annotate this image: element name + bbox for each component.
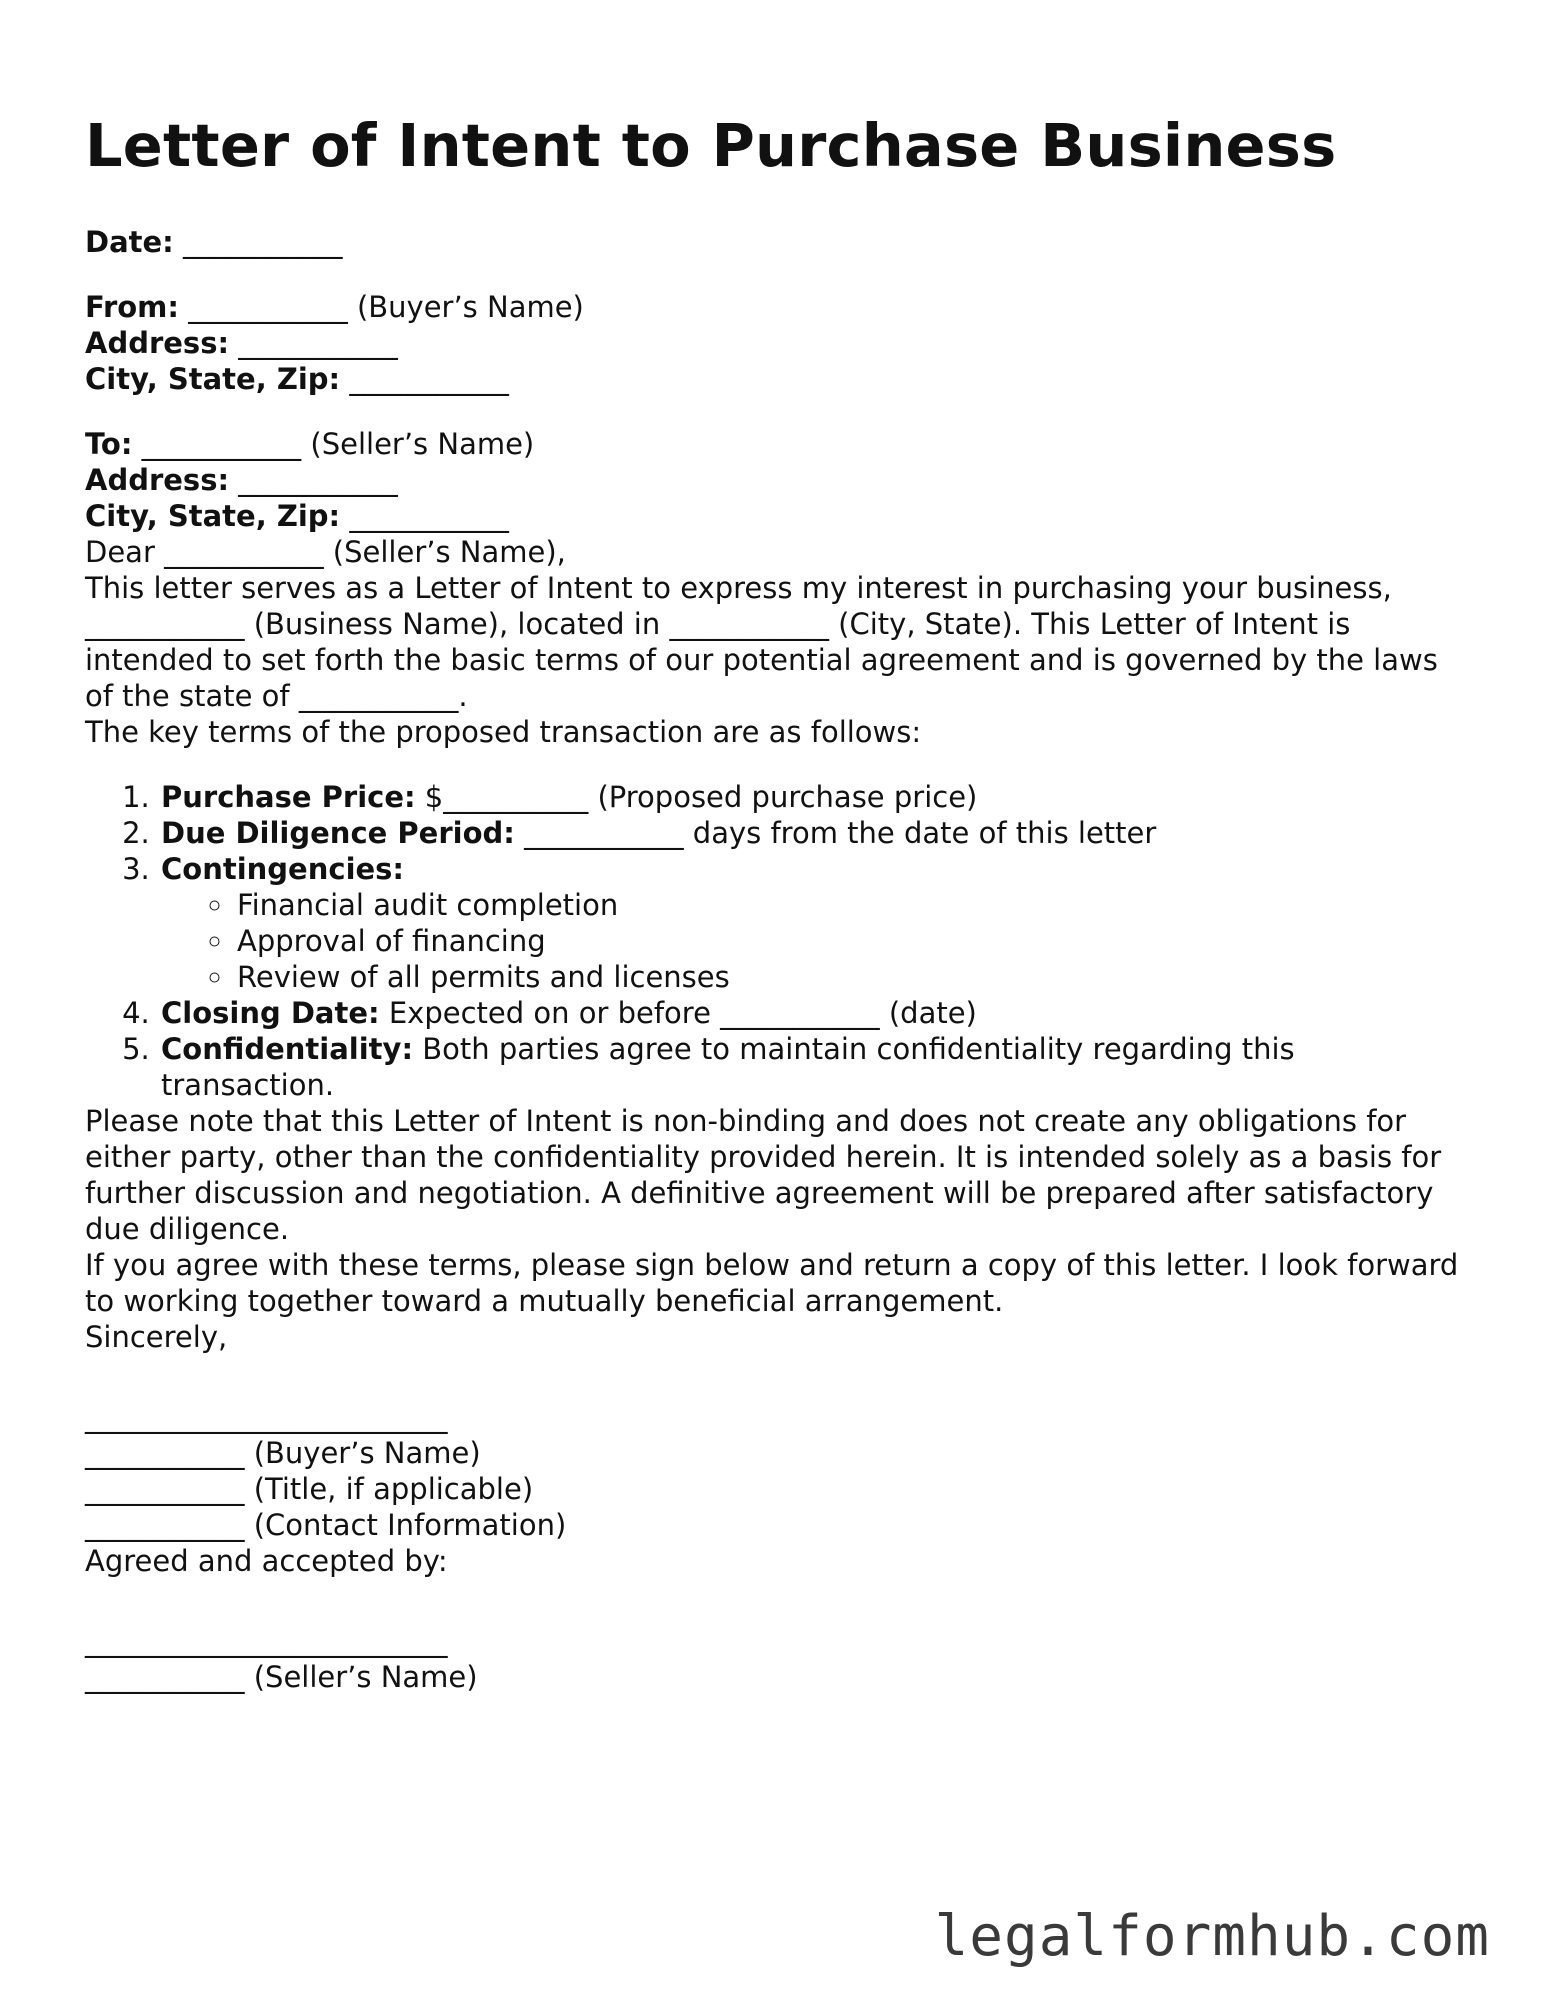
date-line (85, 224, 1465, 260)
contingency-item: ◦ Financial audit completion (235, 887, 1465, 923)
from-address-blank: ___________ (238, 326, 398, 360)
closing-salutation: Sincerely, (85, 1320, 228, 1354)
due-diligence-text: ___________ days from the date of this letter (514, 816, 1157, 850)
closing-date-text: Expected on or before ___________ (date) (379, 996, 977, 1030)
term-due-diligence (159, 815, 1465, 851)
greeting: Dear ___________ (Seller’s Name), (85, 535, 566, 569)
term-confidentiality (159, 1031, 1465, 1103)
seller-signature-line: _________________________ (85, 1624, 448, 1658)
sender-block (85, 289, 1465, 397)
to-city-label: City, State, Zip: (85, 499, 341, 533)
recipient-block (85, 426, 1465, 534)
purchase-price-label: Purchase Price: (161, 780, 416, 814)
agreement-paragraph: If you agree with these terms, please sign below and return a copy of this letter. I look forward to working together toward a mutually beneficial arrangement. (85, 1248, 1459, 1318)
to-line (85, 426, 1465, 462)
term-closing-date (159, 995, 1465, 1031)
from-hint: (Buyer’s Name) (356, 290, 584, 324)
contingency-item: ◦ Review of all permits and licenses (235, 959, 1465, 995)
from-label: From: (85, 290, 179, 324)
to-city-blank: ___________ (349, 499, 509, 533)
contingencies-list (161, 887, 1465, 995)
to-address-line (85, 462, 1465, 498)
confidentiality-text: Both parties agree to maintain confidentiality regarding this transaction. (161, 1032, 1295, 1102)
buyer-title-line: ___________ (Title, if applicable) (85, 1472, 534, 1506)
letter-page (85, 108, 1465, 1695)
to-blank: ___________ (141, 427, 302, 461)
from-line (85, 289, 1465, 325)
closing-date-label: Closing Date: (161, 996, 380, 1030)
key-terms-list (85, 779, 1465, 1103)
to-address-blank: ___________ (238, 463, 398, 497)
purchase-price-text: $__________ (Proposed purchase price) (415, 780, 978, 814)
to-label: To: (85, 427, 133, 461)
to-address-label: Address: (85, 463, 230, 497)
buyer-signature-line: _________________________ (85, 1400, 448, 1434)
seller-name-line: ___________ (Seller’s Name) (85, 1660, 478, 1694)
from-city-label: City, State, Zip: (85, 362, 341, 396)
buyer-contact-line: ___________ (Contact Information) (85, 1508, 567, 1542)
date-label: Date: (85, 225, 174, 259)
buyer-signature-block (85, 1399, 1465, 1543)
term-contingencies (159, 851, 1465, 995)
accepted-label: Agreed and accepted by: (85, 1544, 448, 1578)
buyer-name-line: ___________ (Buyer’s Name) (85, 1436, 481, 1470)
intro-paragraph: This letter serves as a Letter of Intent to express my interest in purchasing your business, ___________ (Business Name), located in ___________ (City, State). This Letter of Intent is intended to set forth the basic terms of our potential agreement and is governed by the laws of the state of ___________. (85, 571, 1438, 713)
due-diligence-label: Due Diligence Period: (161, 816, 515, 850)
nonbinding-paragraph: Please note that this Letter of Intent is non-binding and does not create any obligations for either party, other than the confidentiality provided herein. It is intended solely as a basis for further discussion and negotiation. A definitive agreement will be prepared after satisfactory due diligence. (85, 1104, 1442, 1246)
site-watermark: legalformhub.com (934, 1904, 1490, 1969)
to-city-line (85, 498, 1465, 534)
from-blank: ___________ (188, 290, 348, 324)
key-terms-intro: The key terms of the proposed transaction are as follows: (85, 715, 922, 749)
confidentiality-label: Confidentiality: (161, 1032, 414, 1066)
date-blank: ___________ (183, 225, 343, 259)
to-hint: (Seller’s Name) (310, 427, 535, 461)
from-address-line (85, 325, 1465, 361)
from-city-line (85, 361, 1465, 397)
seller-signature-block (85, 1623, 1465, 1695)
contingency-item: ◦ Approval of financing (235, 923, 1465, 959)
from-address-label: Address: (85, 326, 230, 360)
contingencies-label: Contingencies: (161, 852, 405, 886)
term-purchase-price (159, 779, 1465, 815)
from-city-blank: ___________ (349, 362, 509, 396)
document-title: Letter of Intent to Purchase Business (85, 111, 1337, 180)
